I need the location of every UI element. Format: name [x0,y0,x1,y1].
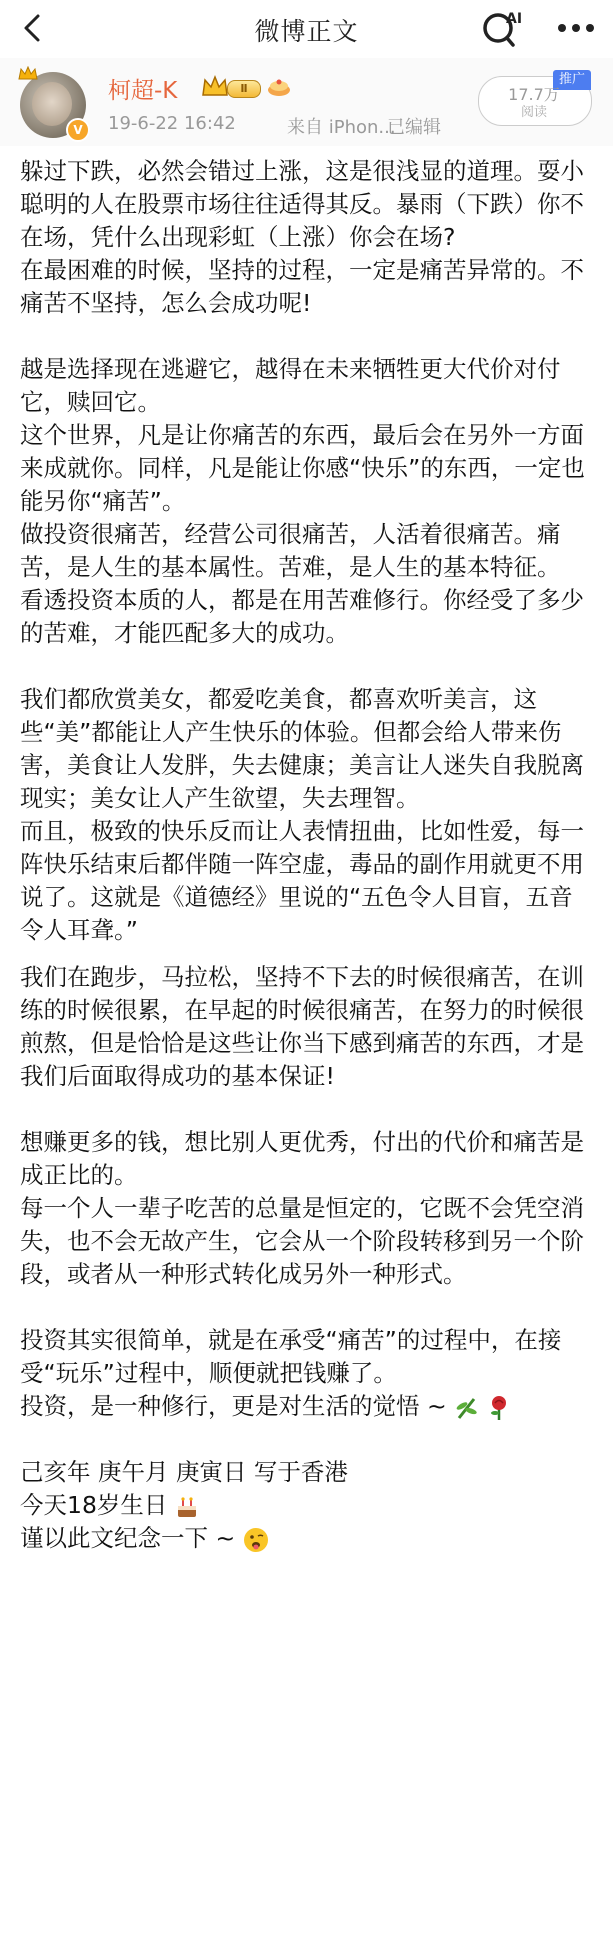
read-label: 阅读 [520,105,547,120]
paragraph [20,1390,596,1423]
paragraph-text: 今天18岁生日 [20,1491,168,1519]
promo-badge: 推广 [553,70,591,90]
read-count: 17.7万 [508,85,560,104]
paragraph: 而且，极致的快乐反而让人表情扭曲，比如性爱，每一阵快乐结束后都伴随一阵空虚，毒品的副作用就更不用说了。这就是《道德经》里说的“五色令人目盲，五音令人耳聋。” [20,817,584,944]
avatar-crown-icon [18,66,38,80]
svg-text:AI: AI [506,11,523,27]
paragraph-text: 投资，是一种修行，更是对生活的觉悟 ~ [20,1392,447,1420]
paragraph-text: 谨以此文纪念一下 ~ [20,1524,236,1552]
paragraph: 投资其实很简单，就是在承受“痛苦”的过程中，在接受“玩乐”过程中，顺便就把钱赚了。 [20,1326,562,1387]
post-body [20,155,596,1555]
birthday-cake-emoji-icon [175,1495,199,1519]
bamboo-emoji-icon [454,1396,480,1420]
vip-crown-icon [201,74,229,98]
paragraph: 我们都欣赏美女，都爱吃美食，都喜欢听美言，这些“美”都能让人产生快乐的体验。但都会给人带来伤害，美食让人发胖，失去健康；美言让人迷失自我脱离现实；美女让人产生欲望，失去理智。 [20,685,584,812]
rose-emoji-icon [488,1395,510,1421]
paragraph: 我们在跑步，马拉松，坚持不下去的时候很痛苦，在训练的时候很累，在早起的时候很痛苦，在努力的时候很煎熬，但是恰恰是这些让你当下感到痛苦的东西，才是我们后面取得成功的基本保证! [20,963,584,1090]
paragraph: 己亥年 庚午月 庚寅日 写于香港 [20,1458,348,1486]
paragraph: 这个世界，凡是让你痛苦的东西，最后会在另外一方面来成就你。同样，凡是能让你感“快乐”的东西，一定也能另你“痛苦”。 [20,421,585,515]
verified-badge: V [66,118,90,142]
paragraph [20,1489,596,1522]
paragraph: 每一个人一辈子吃苦的总量是恒定的，它既不会凭空消失，也不会无故产生，它会从一个阶段转移到另一个阶段，或者从一种形式转化成另外一种形式。 [20,1194,584,1288]
ai-search-icon[interactable] [480,6,530,50]
tongue-face-emoji-icon [243,1527,269,1553]
paragraph: 越是选择现在逃避它，越得在未来牺牲更大代价对付它，赎回它。 [20,355,561,416]
author-name[interactable]: 柯超-K [108,78,178,104]
paragraph [20,1522,596,1555]
post-time: 19-6-22 16:42 [108,113,236,134]
page-title: 微博正文 [254,17,359,46]
paragraph: 躲过下跌，必然会错过上涨，这是很浅显的道理。耍小聪明的人在股票市场往往适得其反。暴雨（下跌）你不在场，凭什么出现彩虹（上涨）你会在场? [20,157,584,251]
paragraph: 在最困难的时候，坚持的过程，一定是痛苦异常的。不痛苦不坚持，怎么会成功呢! [20,256,584,317]
paragraph: 想赚更多的钱，想比别人更优秀，付出的代价和痛苦是成正比的。 [20,1128,584,1189]
edited-label[interactable]: 已编辑 [387,117,441,138]
more-options-icon[interactable] [554,14,598,42]
cake-badge-icon [266,76,292,98]
top-nav-bar [0,0,613,56]
paragraph: 做投资很痛苦，经营公司很痛苦，人活着很痛苦。痛苦，是人生的基本属性。苦难，是人生的基本特征。 [20,520,561,581]
post-source: 来自 iPhon... [287,117,396,138]
paragraph: 看透投资本质的人，都是在用苦难修行。你经受了多少的苦难，才能匹配多大的成功。 [20,586,584,647]
level-badge: Ⅱ [227,80,261,98]
